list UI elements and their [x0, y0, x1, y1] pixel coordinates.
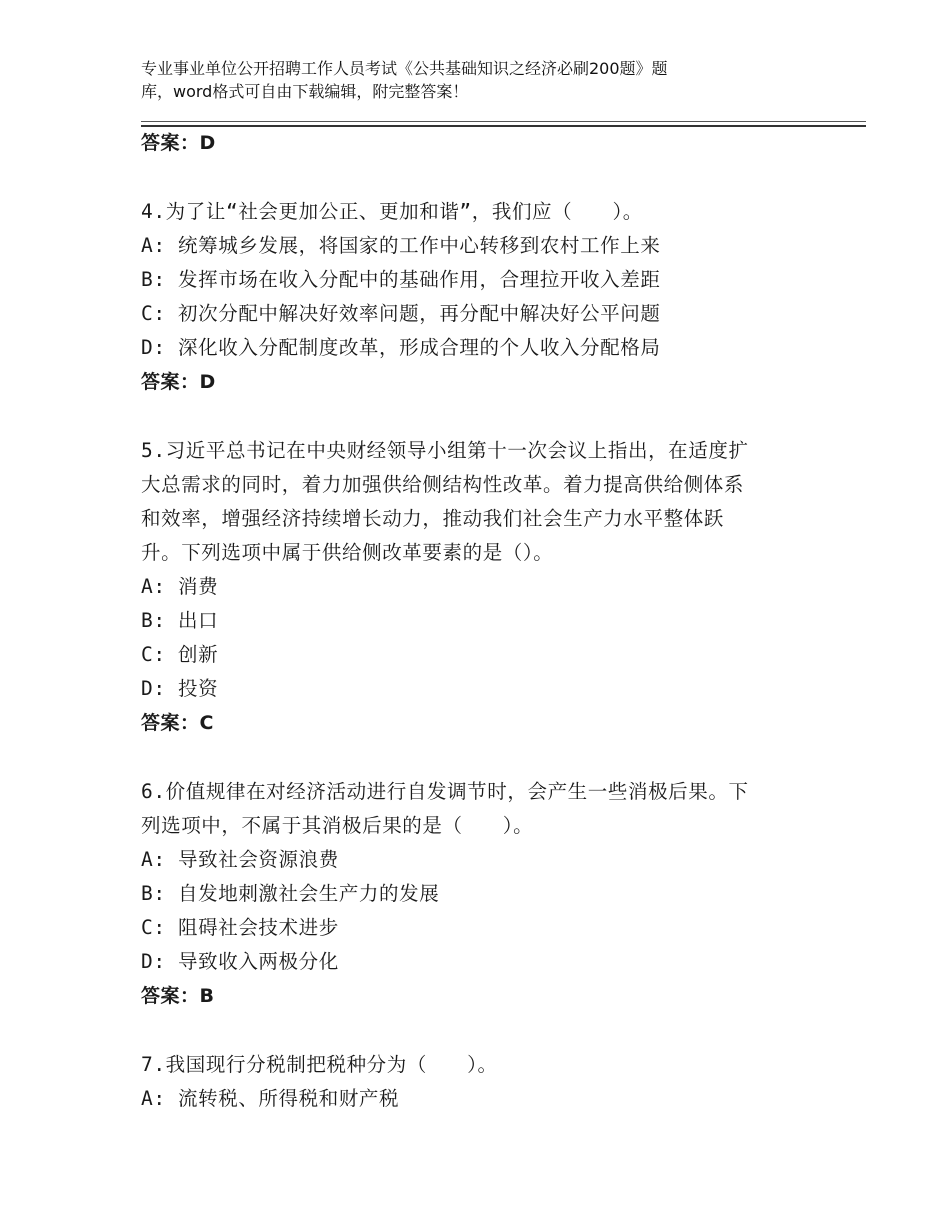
q6-answer: 答案：B — [141, 985, 215, 1007]
q6-option-c: C: 阻碍社会技术进步 — [141, 916, 339, 939]
q5-answer: 答案：C — [141, 712, 214, 734]
q5-stem-line-4: 升。下列选项中属于供给侧改革要素的是（）。 — [141, 541, 554, 564]
q6-option-d: D: 导致收入两极分化 — [141, 950, 339, 973]
q6-stem-line-2: 列选项中，不属于其消极后果的是（ ）。 — [141, 814, 534, 837]
q5-option-b: B: 出口 — [141, 609, 219, 632]
header-rule-thick — [141, 125, 866, 127]
q6-option-a: A: 导致社会资源浪费 — [141, 848, 339, 871]
q5-option-d: D: 投资 — [141, 677, 219, 700]
header-line-1: 专业事业单位公开招聘工作人员考试《公共基础知识之经济必刷200题》题 — [141, 59, 668, 78]
q6-option-b: B: 自发地刺激社会生产力的发展 — [141, 882, 440, 905]
previous-answer: 答案：D — [141, 132, 216, 154]
q7-stem: 7.我国现行分税制把税种分为（ ）。 — [141, 1053, 498, 1076]
q5-option-c: C: 创新 — [141, 643, 219, 666]
q4-stem: 4.为了让“社会更加公正、更加和谐”，我们应（ ）。 — [141, 200, 643, 223]
header-rule-thin — [141, 121, 866, 122]
header-line-2: 库，word格式可自由下载编辑，附完整答案！ — [141, 82, 469, 101]
q5-option-a: A: 消费 — [141, 575, 219, 598]
q4-answer: 答案：D — [141, 371, 216, 393]
q5-stem-line-2: 大总需求的同时，着力加强供给侧结构性改革。着力提高供给侧体系 — [141, 473, 745, 496]
q4-option-d: D: 深化收入分配制度改革，形成合理的个人收入分配格局 — [141, 336, 661, 359]
q5-stem-line-3: 和效率，增强经济持续增长动力，推动我们社会生产力水平整体跃 — [141, 507, 724, 530]
q6-stem-line-1: 6.价值规律在对经济活动进行自发调节时，会产生一些消极后果。下 — [141, 780, 749, 803]
q4-option-b: B: 发挥市场在收入分配中的基础作用，合理拉开收入差距 — [141, 268, 661, 291]
q4-option-a: A: 统筹城乡发展，将国家的工作中心转移到农村工作上来 — [141, 234, 661, 257]
document-header — [141, 57, 781, 103]
q5-stem-line-1: 5.习近平总书记在中央财经领导小组第十一次会议上指出，在适度扩 — [141, 439, 749, 462]
q7-option-a: A: 流转税、所得税和财产税 — [141, 1087, 400, 1110]
q4-option-c: C: 初次分配中解决好效率问题，再分配中解决好公平问题 — [141, 302, 661, 325]
